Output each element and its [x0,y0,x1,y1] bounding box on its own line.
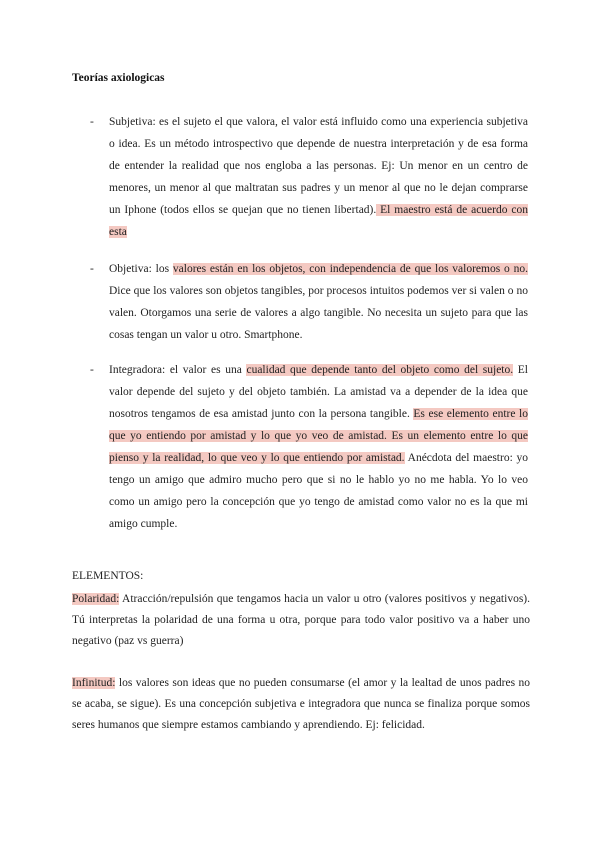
theory-paragraph [109,111,528,243]
text-segment: El valor depende del sujeto y del objeto también. La amistad va a depender de la idea que nosotros tengamos de esa amistad junto con la persona tangible. [109,364,528,420]
highlighted-text: Es ese elemento entre lo que yo entiendo por amistad y lo que yo veo de amistad. Es un elemento entre lo que pienso y la realidad, lo que veo y lo que entiendo por amistad. [109,408,528,464]
bullet-dash: - [90,263,94,275]
page-title: Teorías axiologicas [72,72,165,84]
highlighted-text: El maestro está de acuerdo con esta [109,204,528,238]
theory-paragraph [109,359,528,535]
theory-paragraph [109,258,528,346]
text-segment: Integradora: el valor es una [109,364,247,376]
element-description: Atracción/repulsión que tengamos hacia un valor u otro (valores positivos y negativos). Tú interpretas la polaridad de una forma u otra, porque para todo valor positivo va a haber uno negativo (paz vs guerra) [72,593,530,647]
element-description: los valores son ideas que no pueden consumarse (el amor y la lealtad de unos padres no se acaba, se sigue). Es una concepción subjetiva e integradora que nunca se finaliza porque somos seres humanos que siempre estamos cambiando y aprendiendo. Ej: felicidad. [72,677,530,731]
element-term: Polaridad: [72,593,120,605]
highlighted-text: cualidad que depende tanto del objeto como del sujeto. [246,364,514,376]
bullet-dash: - [90,364,94,376]
elements-heading: ELEMENTOS: [72,570,144,582]
highlighted-text: valores están en los objetos, con independencia de que los valoremos o no. [172,263,528,275]
element-term: Infinitud: [72,677,116,689]
text-segment: Dice que los valores son objetos tangibles, por procesos intuitos podemos ver si valen o no valen. Otorgamos una serie de valores a algo tangible. No necesita un sujeto para que las cosas tengan un valor u otro. Smartphone. [109,285,528,341]
text-segment: Objetiva: los [109,263,173,275]
bullet-dash: - [90,116,94,128]
text-segment: Anécdota del maestro: yo tengo un amigo que admiro mucho pero que si no le hablo yo no me habla. Yo lo veo como un amigo pero la concepción que yo tengo de amistad como valor no es la que mi amigo cumple. [109,452,528,530]
element-polaridad [72,589,530,651]
element-infinitud [72,673,530,735]
text-segment: Subjetiva: es el sujeto el que valora, el valor está influido como una experiencia subjetiva o idea. Es un método introspectivo que depende de nuestra interpretación y de esa forma de entender la realidad que nos engloba a las personas. Ej: Un menor en un centro de menores, un menor al que maltratan sus padres y un menor al que no le dejan comprarse un Iphone (todos ellos se quejan que no tienen libertad). [109,116,528,216]
